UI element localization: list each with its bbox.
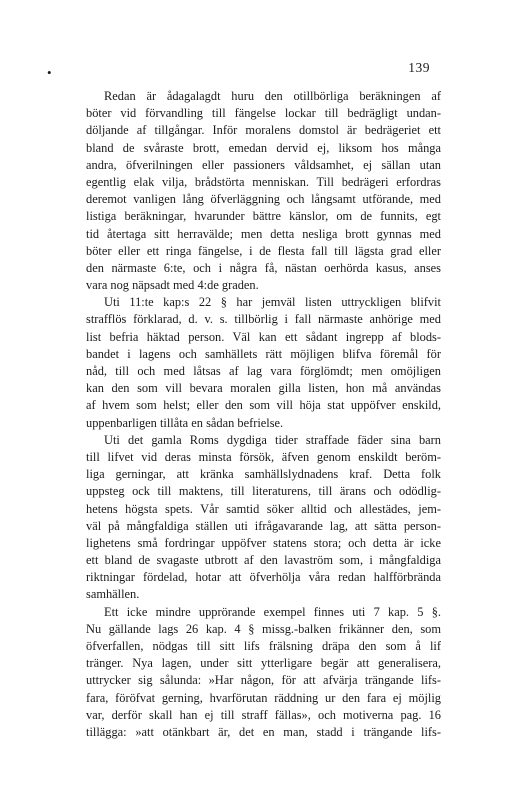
text-line: ett bland de svagaste utbrott af den lavaström som, i mångfaldiga bbox=[86, 553, 441, 568]
text-line: deremot vanligen lång öfverläggning och långsamt utförande, med bbox=[86, 192, 441, 207]
text-line: väl på mångfaldiga ställen uti ifrågavarande lag, att sätta person- bbox=[86, 518, 441, 533]
text-line: Nu gällande lags 26 kap. 4 § missg.-balken frikänner den, som bbox=[86, 621, 441, 636]
text-line: Ett icke mindre upprörande exempel finnes uti 7 kap. 5 §. bbox=[104, 604, 441, 619]
text-line: fara, föröfvat gerning, hvarförutan räddning ur den fara ej möjlig bbox=[86, 690, 441, 705]
text-line: böter eller ett ringa fängelse, i de flesta fall till lägsta grad eller bbox=[86, 243, 441, 258]
text-line: listiga beräkningar, hvarunder bättre känslor, om de funnits, egt bbox=[86, 209, 441, 224]
text-line: af hvem som helst; eller den som vill höja stat uppöfver enskild, bbox=[86, 398, 441, 413]
body-text bbox=[86, 88, 441, 741]
text-line: nåd, till och med låtsas af lag vara förglömdt; men omöjligen bbox=[86, 364, 441, 378]
text-line: var, derför skall han ej till straff fällas», och motiverna pag. 16 bbox=[86, 707, 441, 722]
text-line: tillägga: »att otänkbart är, det en man, stadd i trängande lifs- bbox=[86, 724, 441, 739]
text-line: lighetens små fordringar uppöfver statens stora; och detta är icke bbox=[86, 535, 441, 550]
text-line: strafflös förklarad, d. v. s. tillbörlig i fall närmaste anhörige med bbox=[86, 312, 441, 327]
text-line: Uti det gamla Roms dygdiga tider straffade fäder sina barn bbox=[104, 432, 441, 447]
text-line: kan den som vill bevara moralen gilla listen, hon må användas bbox=[86, 381, 441, 396]
text-line: bland de svåraste brott, emedan dervid ej, liksom hos många bbox=[86, 140, 441, 155]
text-line: böter vid förvandling till fängelse lockar till bedrägligt undan- bbox=[86, 106, 441, 121]
text-line: bandet i lagens och samhällets rätt möjligen blifva föremål för bbox=[86, 346, 441, 361]
text-line: uttrycker sig sålunda: »Har någon, för att afvärja trängande lifs- bbox=[86, 673, 441, 688]
text-line: riktningar fördelad, hotar att öfverhölja våra redan halfförbrända bbox=[86, 570, 441, 585]
text-line: uppenbarligen tillåta en sådan befrielse. bbox=[86, 415, 284, 430]
text-line: liga gerningar, att kränka samhällslydnadens kraf. Detta folk bbox=[86, 467, 441, 482]
text-line: öfverfallen, nödgas till sitt lifs frälsning dräpa den som å lif bbox=[86, 639, 441, 653]
text-line: samhällen. bbox=[86, 587, 140, 602]
text-line: vara nog näpsadt med 4:de graden. bbox=[86, 278, 259, 293]
text-line: hetens högsta spets. Vår samtid söker alltid och allestädes, jem- bbox=[86, 501, 441, 516]
text-line: andra, öfverilningen eller passioners våldsamhet, ej sällan utan bbox=[86, 157, 441, 172]
text-line: list befria häktad person. Väl kan ett sådant ingrepp af blods- bbox=[86, 329, 441, 344]
text-line: Uti 11:te kap:s 22 § har jemväl listen uttryckligen blifvit bbox=[104, 295, 441, 310]
text-line: egentlig elak vilja, brådstörta menniskan. Till bedrägeri erfordras bbox=[86, 174, 441, 189]
text-line: till lifvet vid deras minsta försök, äfven genom enskildt beröm- bbox=[86, 449, 441, 464]
text-line: tränger. Nya lagen, under sitt ytterligare begär att generalisera, bbox=[86, 656, 441, 671]
text-line: uppsteg ock till maktens, till literaturens, till ärans och odödlig- bbox=[86, 484, 441, 499]
corner-mark: • bbox=[47, 65, 52, 80]
text-line: tid återtaga sitt herravälde; men detta nesliga brott gynnas med bbox=[86, 226, 441, 241]
text-line: Redan är ådagalagdt huru den otillbörliga beräkningen af bbox=[104, 89, 441, 103]
page-number: 139 bbox=[408, 60, 430, 75]
text-line: döljande af tillgångar. Inför moralens domstol är bedrägeriet ett bbox=[86, 123, 441, 138]
text-line: den närmaste 6:te, och i några få, nästan oerhörda kasus, anses bbox=[86, 260, 441, 275]
